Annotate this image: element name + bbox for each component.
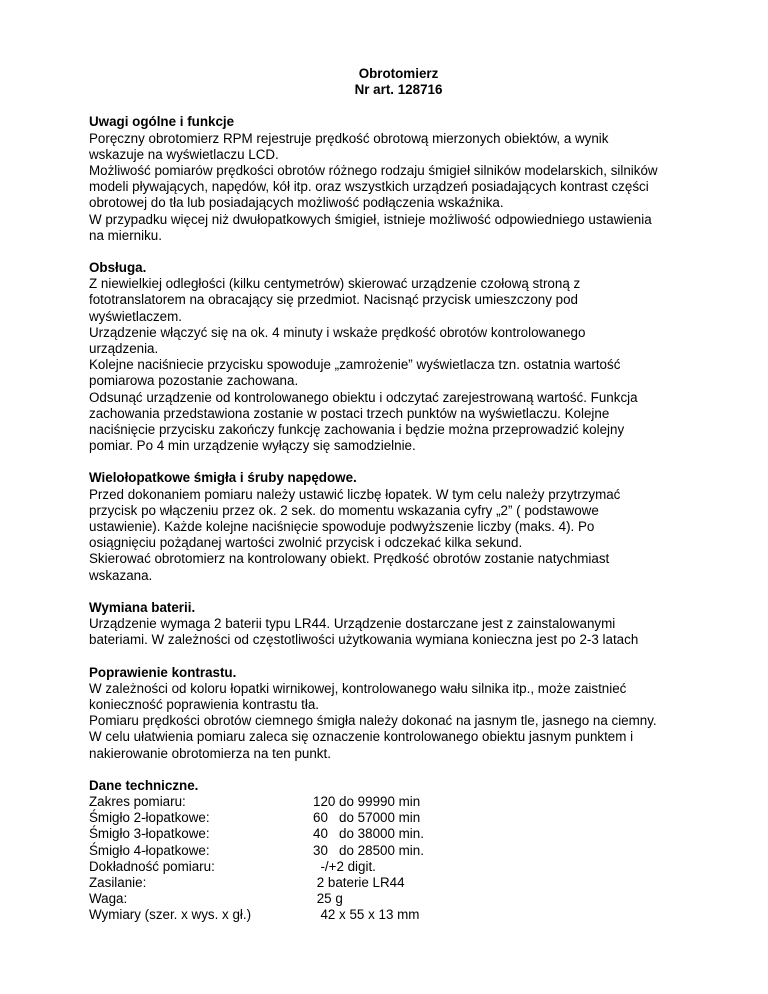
text-line: fototranslatorem na obracający się przedmiot. Nacisnąć przycisk umieszczony pod	[89, 292, 578, 308]
section	[89, 470, 708, 583]
spec-label: Zasilanie:	[89, 874, 147, 890]
text-line: pomiar. Po 4 min urządzenie wyłączy się samodzielnie.	[89, 438, 416, 454]
spec-value: 40 do 38000 min.	[313, 826, 424, 842]
spec-label: Śmigło 3-łopatkowe:	[89, 826, 210, 842]
text-line: Urządzenie włączyć się na ok. 4 minuty i wskaże prędkość obrotów kontrolowanego	[89, 324, 586, 340]
spec-label: Śmigło 2-łopatkowe:	[89, 810, 210, 826]
text-line: naciśnięcie przycisku zakończy funkcję zachowania i będzie można przeprowadzić kolejny	[89, 422, 625, 438]
text-line: ustawienie). Każde kolejne naciśnięcie spowoduje podwyższenie liczby (maks. 4). Po	[89, 519, 595, 535]
text-line: konieczność poprawienia kontrastu tła.	[89, 696, 320, 712]
section	[89, 114, 708, 244]
text-line: W zależności od koloru łopatki wirnikowej, kontrolowanego wału silnika itp., może zaistnieć	[89, 680, 627, 696]
section	[89, 665, 708, 762]
text-line: na mierniku.	[89, 227, 162, 243]
specs-table	[89, 794, 708, 924]
spec-value: 25 g	[313, 891, 343, 907]
document-body	[89, 114, 708, 761]
text-line: Kolejne naciśniecie przycisku spowoduje „zamrożenie” wyświetlacza tzn. ostatnia wartość	[89, 357, 621, 373]
spec-value: 120 do 99990 min	[313, 793, 421, 809]
spec-label: Waga:	[89, 891, 128, 907]
text-line: wyświetlaczem.	[89, 308, 183, 324]
title-line-2: Nr art. 128716	[354, 82, 443, 98]
section-heading: Poprawienie kontrastu.	[89, 664, 237, 680]
document-title	[89, 66, 708, 98]
text-line: Skierować obrotomierz na kontrolowany obiekt. Prędkość obrotów zostanie natychmiast	[89, 551, 610, 567]
text-line: Odsunąć urządzenie od kontrolowanego obiektu i odczytać zarejestrowaną wartość. Funkcja	[89, 389, 638, 405]
spec-value: 2 baterie LR44	[313, 874, 405, 890]
title-line-1: Obrotomierz	[358, 66, 439, 81]
spec-label: Zakres pomiaru:	[89, 793, 186, 809]
text-line: Możliwość pomiarów prędkości obrotów różnego rodzaju śmigieł silników modelarskich, silników	[89, 163, 658, 179]
spec-value: 42 x 55 x 13 mm	[313, 907, 420, 923]
spec-label: Dokładność pomiaru:	[89, 858, 215, 874]
text-line: wskazana.	[89, 567, 153, 583]
specs-heading: Dane techniczne.	[89, 777, 199, 793]
section-heading: Uwagi ogólne i funkcje	[89, 114, 235, 130]
spec-value: -/+2 digit.	[313, 858, 376, 874]
spec-value: 60 do 57000 min	[313, 810, 421, 826]
text-line: W celu ułatwienia pomiaru zaleca się oznaczenie kontrolowanego obiektu jasnym punktem i	[89, 729, 634, 745]
section-heading: Wymiana baterii.	[89, 599, 196, 615]
spec-label: Wymiary (szer. x wys. x gł.)	[89, 907, 252, 923]
text-line: modeli pływających, napędów, kół itp. oraz wszystkich urządzeń posiadających kontrast części	[89, 179, 649, 195]
text-line: Urządzenie wymaga 2 baterii typu LR44. Urządzenie dostarczane jest z zainstalowanymi	[89, 616, 616, 632]
spec-label: Śmigło 4-łopatkowe:	[89, 842, 210, 858]
text-line: pomiarowa pozostanie zachowana.	[89, 373, 299, 389]
text-line: wskazuje na wyświetlaczu LCD.	[89, 146, 279, 162]
text-line: osiągnięciu pożądanej wartości zwolnić przycisk i odczekać kilka sekund.	[89, 535, 523, 551]
text-line: zachowania przedstawiona zostanie w postaci trzech punktów na wyświetlaczu. Kolejne	[89, 405, 610, 421]
text-line: urządzenia.	[89, 341, 159, 357]
spec-value: 30 do 28500 min.	[313, 842, 424, 858]
text-line: obrotowej do tła lub posiadających możliwość podłączenia wskaźnika.	[89, 195, 504, 211]
section-heading: Obsługa.	[89, 260, 147, 276]
text-line: przycisk po włączeniu przez ok. 2 sek. do momentu wskazania cyfry „2” ( podstawowe	[89, 502, 599, 518]
text-line: Poręczny obrotomierz RPM rejestruje prędkość obrotową mierzonych obiektów, a wynik	[89, 130, 609, 146]
specs-section	[89, 778, 708, 924]
section	[89, 260, 708, 454]
section	[89, 600, 708, 649]
text-line: bateriami. W zależności od częstotliwości użytkowania wymiana konieczna jest po 2-3 latach	[89, 632, 639, 648]
text-line: Pomiaru prędkości obrotów ciemnego śmigła należy dokonać na jasnym tle, jasnego na ciemny.	[89, 713, 657, 729]
text-line: nakierowanie obrotomierza na ten punkt.	[89, 745, 331, 761]
section-heading: Wielołopatkowe śmigła i śruby napędowe.	[89, 470, 357, 486]
text-line: Przed dokonaniem pomiaru należy ustawić liczbę łopatek. W tym celu należy przytrzymać	[89, 486, 621, 502]
text-line: W przypadku więcej niż dwułopatkowych śmigieł, istnieje możliwość odpowiedniego ustawienia	[89, 211, 652, 227]
text-line: Z niewielkiej odległości (kilku centymetrów) skierować urządzenie czołową stroną z	[89, 276, 581, 292]
